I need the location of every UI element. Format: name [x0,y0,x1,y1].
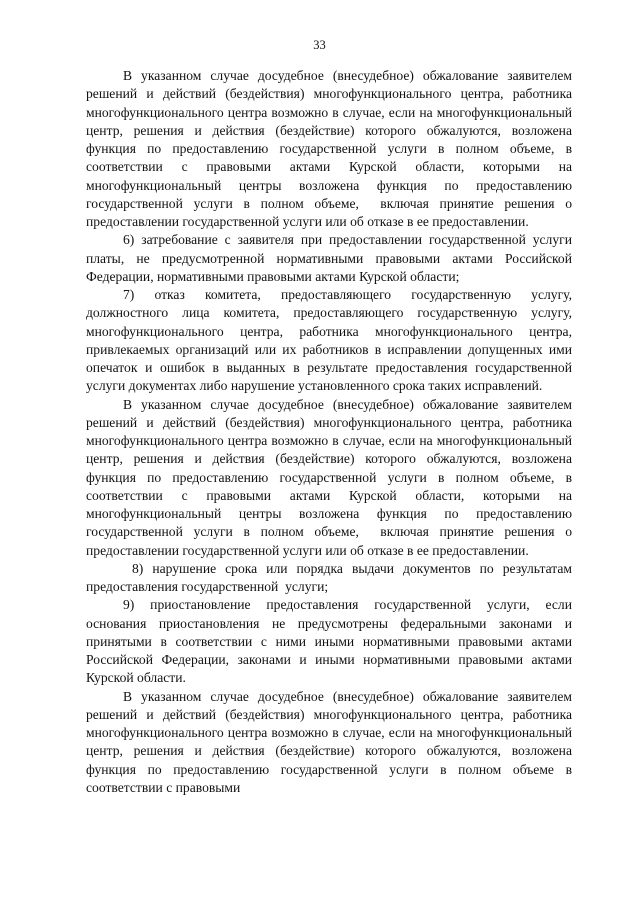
document-body [86,67,576,797]
paragraph-item-6: 6) затребование с заявителя при предоставлении государственной услуги платы, не предусмотренной нормативными правовыми актами Российской Федерации, нормативными правовыми актами Курской области; [86,232,576,284]
paragraph-mfc-appeal-1: В указанном случае досудебное (внесудебное) обжалование заявителем решений и действий (бездействия) многофункционального центра, работника многофункционального центра возможно в случае, если на многофункциональный центр, решения и действия (бездействие) которого обжалуются, возложена функция по предоставлению государственной услуги в полном объеме, в соответствии с правовыми актами Курской области, которыми на многофункциональный центры возложена функция по предоставлению государственной услуги в полном объеме, включая принятие решения о предоставлении государственной услуги или об отказе в ее предоставлении. [86,68,576,229]
paragraph-item-7: 7) отказ комитета, предоставляющего государственную услугу, должностного лица комитета, предоставляющего государственную услугу, многофункционального центра, работника многофункционального центра, привлекаемых организаций или их работников в исправлении допущенных ими опечаток и ошибок в выданных в результате предоставления государственной услуги документах либо нарушение установленного срока таких исправлений. [86,287,576,394]
paragraph-item-8: 8) нарушение срока или порядка выдачи документов по результатам предоставления государственной услуги; [86,560,576,594]
page-number: 33 [313,38,326,52]
paragraph-item-9: 9) приостановление предоставления государственной услуги, если основания приостановления не предусмотрены федеральными законами и принятыми в соответствии с ними иными нормативными правовыми актами Российской Федерации, законами и иными нормативными правовыми актами Курской области. [86,597,576,686]
paragraph-mfc-appeal-3: В указанном случае досудебное (внесудебное) обжалование заявителем решений и действий (бездействия) многофункционального центра, работника многофункционального центра возможно в случае, если на многофункциональный центр, решения и действия (бездействие) которого обжалуются, возложена функция по предоставлению государственной услуги в полном объеме в соответствии с правовыми [86,688,576,795]
paragraph-mfc-appeal-2: В указанном случае досудебное (внесудебное) обжалование заявителем решений и действий (бездействия) многофункционального центра, работника многофункционального центра возможно в случае, если на многофункциональный центр, решения и действия (бездействие) которого обжалуются, возложена функция по предоставлению государственной услуги в полном объеме, в соответствии с правовыми актами Курской области, которыми на многофункциональный центры возложена функция по предоставлению государственной услуги в полном объеме, включая принятие решения о предоставлении государственной услуги или об отказе в ее предоставлении. [86,396,576,558]
